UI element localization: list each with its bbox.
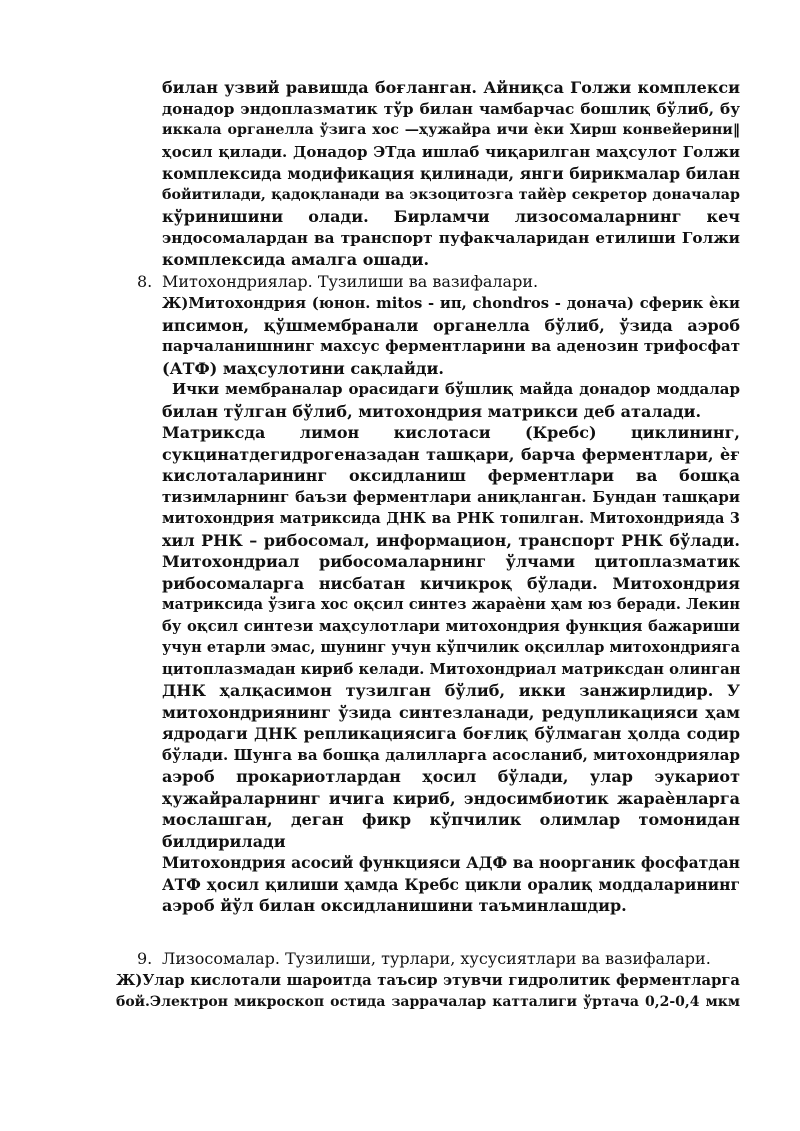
text-line: комплексида амалга ошади.	[162, 250, 430, 269]
text-line: митохондрия матриксида ДНК ва РНК топилган. Митохондрияда 3	[162, 510, 740, 527]
text-line: бой.Электрон микроскоп остида заррачалар катталиги ўртача 0,2-0,4 мкм	[116, 993, 740, 1010]
text-line: ҳосил қилади. Донадор ЭТда ишлаб чиқарилган маҳсулот Голжи	[162, 142, 740, 161]
text-line: ипсимон, қўшмембранали органелла бўлиб, ўзида аэроб	[162, 315, 740, 335]
text-line: учун етарли эмас, шунинг учун кўпчилик оқсиллар митохондрияга	[162, 639, 740, 656]
text-line: донадор эндоплазматик тўр билан чамбарчас бошлиқ бўлиб, бу	[162, 99, 740, 118]
text-line: бойитилади, қадоқланади ва экзоцитозга тайѐр секретор доначалар	[162, 186, 740, 203]
text-line: цитоплазмадан кириб келади. Митохондриал матриксдан олинган	[162, 660, 741, 678]
text-line: (АТФ) маҳсулотини сақлайди.	[162, 358, 444, 378]
text-line: матриксида ўзига хос оқсил синтез жараѐни ҳам юз беради. Лекин	[162, 596, 740, 613]
text-line: эндосомалардан ва транспорт пуфакчаларидан етилиши Голжи	[162, 228, 740, 247]
text-line: АТФ ҳосил қилиши ҳамда Кребс цикли оралиқ моддаларининг	[162, 874, 740, 894]
text-line: Митохондрия асосий функцияси АДФ ва ноорганик фосфатдан	[162, 853, 740, 872]
text-line: аэроб прокариотлардан ҳосил бўлади, улар эукариот	[162, 767, 740, 786]
text-line: ядродаги ДНК репликациясига боғлиқ бўлмаган ҳолда содир	[162, 724, 740, 743]
text-line: ҳужайраларнинг ичига кириб, эндосимбиотик жараѐнларга	[162, 788, 740, 808]
text-line: иккала органелла ўзига хос —ҳужайра ичи ѐки Хирш конвейерини‖	[162, 122, 740, 138]
text-line: кислоталарининг оксидланиш ферментлари ва бошқа	[162, 466, 740, 485]
text-line: Ички мембраналар орасидаги бўшлиқ майда донадор моддалар	[172, 380, 740, 398]
text-line: Матриксда лимон кислотаси (Кребс) циклининг,	[162, 423, 740, 442]
list-number-9: 9.	[137, 949, 153, 968]
paragraph-golgi-continued	[162, 77, 740, 271]
text-line: митохондриянинг ўзида синтезланади, редупликацияси ҳам	[162, 702, 740, 722]
text-line: билан узвий равишда боғланган. Айниқса Голжи комплекси	[162, 78, 740, 97]
heading-mitochondria: Митохондриялар. Тузилиши ва вазифалари.	[162, 272, 539, 291]
list-number-8: 8.	[137, 272, 153, 291]
text-line: бўлади. Шунга ва бошқа далилларга асосланиб, митохондриялар	[162, 745, 740, 764]
text-line: тизимларнинг баъзи ферментлари аниқланган. Бундан ташқари	[162, 487, 740, 506]
text-line: билдирилади	[162, 831, 286, 851]
text-line: парчаланишнинг махсус ферментларини ва аденозин трифосфат	[162, 337, 740, 355]
text-line: мослашган, деган фикр кўпчилик олимлар томонидан	[162, 810, 740, 829]
text-line: аэроб йўл билан оксидланишини таъминлашдир.	[162, 896, 627, 915]
text-line: Ж)Митохондрия (юнон. mitos - ип, chondros - донача) сферик ѐки	[162, 295, 740, 312]
paragraph-lysosomes-answer	[116, 970, 740, 1013]
text-line: комплексида модификация қилинади, янги бирикмалар билан	[162, 164, 740, 183]
paragraph-function	[162, 852, 740, 917]
text-line: рибосомаларга нисбатан кичикроқ бўлади. Митохондрия	[162, 573, 740, 593]
paragraph-matrix	[162, 422, 740, 852]
text-line: хил РНК – рибосомал, информацион, транспорт РНК бўлади.	[162, 530, 740, 550]
text-line: ДНК ҳалқасимон тузилган бўлиб, икки занжирлидир. У	[162, 681, 740, 700]
text-line: билан тўлган бўлиб, митохондрия матрикси деб аталади.	[162, 401, 702, 421]
text-line: Ж)Улар кислотали шароитда таъсир этувчи гидролитик ферментларга	[116, 972, 740, 989]
paragraph-mitochondria-intro	[162, 293, 740, 379]
text-line: бу оқсил синтези маҳсулотлари митохондрия функция бажариши	[162, 617, 740, 635]
heading-lysosomes: Лизосомалар. Тузилиши, турлари, хусусиятлари ва вазифалари.	[162, 949, 711, 968]
paragraph-inner-membranes	[162, 379, 740, 422]
text-line: сукцинатдегидрогеназадан ташқари, барча ферментлари, ѐғ	[162, 444, 740, 464]
text-line: Митохондриал рибосомаларнинг ўлчами цитоплазматик	[162, 552, 740, 571]
text-line: кўринишини олади. Бирламчи лизосомаларнинг кеч	[162, 207, 740, 226]
